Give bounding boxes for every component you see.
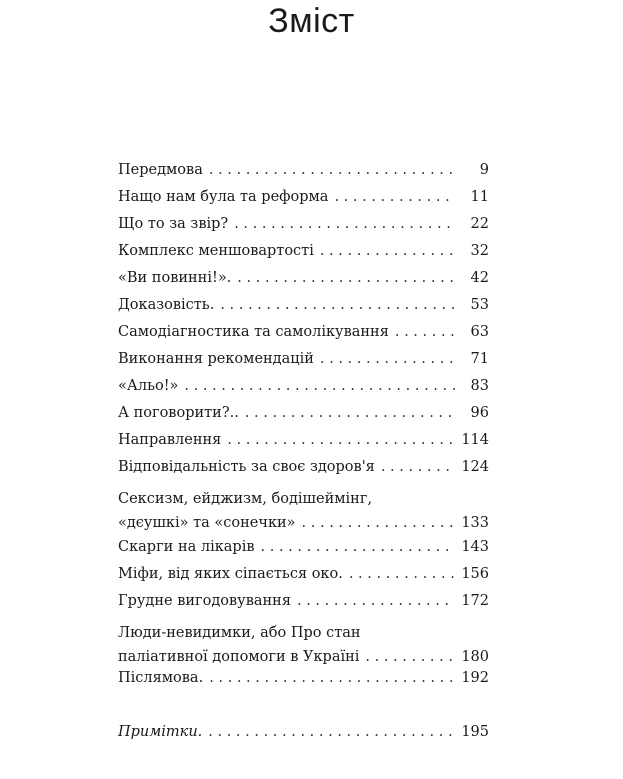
toc-entry-title: Післямова. xyxy=(118,670,204,686)
toc-entry xyxy=(118,589,489,613)
toc-entry-line xyxy=(118,239,489,263)
toc-page-number: 63 xyxy=(470,324,489,340)
dot-leader xyxy=(334,185,455,209)
toc-entry xyxy=(118,621,489,669)
dot-leader xyxy=(184,374,455,398)
toc-entry-line xyxy=(118,347,489,371)
toc-entry xyxy=(118,158,489,182)
toc-page-number: 53 xyxy=(470,297,489,313)
toc-entry xyxy=(118,185,489,209)
toc-entry-title: Що то за звір? xyxy=(118,216,229,232)
toc-page-number: 32 xyxy=(470,243,489,259)
dot-leader xyxy=(208,720,455,744)
dot-leader xyxy=(209,666,455,690)
toc-entry xyxy=(118,212,489,236)
toc-entry-line xyxy=(118,266,489,290)
toc-page-number: 114 xyxy=(461,432,489,448)
toc-entry xyxy=(118,320,489,344)
toc-page-number: 22 xyxy=(470,216,489,232)
page-title: Зміст xyxy=(268,2,355,40)
toc-entry-line xyxy=(118,374,489,398)
dot-leader xyxy=(349,562,455,586)
toc-entry-line xyxy=(118,428,489,452)
toc-entry xyxy=(118,666,489,690)
toc-entry-line xyxy=(118,158,489,182)
toc-page-number: 143 xyxy=(461,539,489,555)
toc-entry xyxy=(118,293,489,317)
toc-entry-line xyxy=(118,621,489,645)
toc-entry-line xyxy=(118,455,489,479)
toc-page-number: 71 xyxy=(470,351,489,367)
dot-leader xyxy=(395,320,455,344)
toc-entry-line xyxy=(118,185,489,209)
toc-entry-title: Самодіагностика та самолікування xyxy=(118,324,389,340)
toc-entry-line xyxy=(118,401,489,425)
toc-entry xyxy=(118,239,489,263)
toc-entry-title: Міфи, від яких сіпається око. xyxy=(118,566,343,582)
toc-entry-line xyxy=(118,562,489,586)
toc-page-number: 11 xyxy=(470,189,489,205)
toc-entry-title: Виконання рекомендацій xyxy=(118,351,314,367)
toc-entry-title: А поговорити?.. xyxy=(118,405,239,421)
toc-entry-title: Відповідальність за своє здоров'я xyxy=(118,459,375,475)
toc-entry-title: Грудне вигодовування xyxy=(118,593,291,609)
toc-entry-title: «Альо!» xyxy=(118,378,179,394)
dot-leader xyxy=(220,293,455,317)
toc-entry-title: Примітки. xyxy=(118,724,203,740)
dot-leader xyxy=(381,455,455,479)
toc-entry-line xyxy=(118,535,489,559)
toc-page-number: 124 xyxy=(461,459,489,475)
toc-entry xyxy=(118,455,489,479)
toc-entry xyxy=(118,562,489,586)
toc-entry-title: Передмова xyxy=(118,162,203,178)
dot-leader xyxy=(320,347,455,371)
toc-entry xyxy=(118,535,489,559)
dot-leader xyxy=(261,535,455,559)
toc-entry-title: Люди-невидимки, або Про стан xyxy=(118,625,361,641)
dot-leader xyxy=(234,212,455,236)
dot-leader xyxy=(245,401,455,425)
toc-page-number: 96 xyxy=(470,405,489,421)
dot-leader xyxy=(237,266,455,290)
toc-entry xyxy=(118,347,489,371)
toc-entry xyxy=(118,374,489,398)
toc-entry-title: Нащо нам була та реформа xyxy=(118,189,329,205)
dot-leader xyxy=(302,511,455,535)
toc-entry-line xyxy=(118,720,489,744)
dot-leader xyxy=(320,239,455,263)
toc-entry-title: Направлення xyxy=(118,432,222,448)
toc-entry-line xyxy=(118,589,489,613)
toc-page-number: 195 xyxy=(461,724,489,740)
toc-entry xyxy=(118,487,489,535)
toc-page-number: 180 xyxy=(461,649,489,665)
toc-page-number: 156 xyxy=(461,566,489,582)
toc-entry-line xyxy=(118,212,489,236)
toc-entry-line xyxy=(118,320,489,344)
toc-entry-title: Скарги на лікарів xyxy=(118,539,255,555)
toc-page-number: 83 xyxy=(470,378,489,394)
toc-entry-title: Комплекс меншовартості xyxy=(118,243,314,259)
toc-page-number: 133 xyxy=(461,515,489,531)
toc-entry-line xyxy=(118,666,489,690)
toc-entry xyxy=(118,401,489,425)
toc-entry-line xyxy=(118,511,489,535)
toc-entry-title: «Ви повинні!». xyxy=(118,270,232,286)
toc-entry xyxy=(118,266,489,290)
toc-page-number: 9 xyxy=(479,162,489,178)
toc-entry-line xyxy=(118,487,489,511)
toc-page-number: 172 xyxy=(461,593,489,609)
toc-page-number: 192 xyxy=(461,670,489,686)
toc-entry-title: Доказовість. xyxy=(118,297,215,313)
toc-entry xyxy=(118,720,489,744)
toc-entry-title: Сексизм, ейджизм, бодішеймінг, xyxy=(118,491,373,507)
dot-leader xyxy=(209,158,455,182)
toc-entry-line xyxy=(118,293,489,317)
toc-entry xyxy=(118,428,489,452)
toc-entry-title: паліативної допомоги в Україні xyxy=(118,649,360,665)
dot-leader xyxy=(227,428,455,452)
toc-entry-title: «дєушкі» та «сонечки» xyxy=(118,515,296,531)
toc-page-number: 42 xyxy=(470,270,489,286)
dot-leader xyxy=(297,589,455,613)
